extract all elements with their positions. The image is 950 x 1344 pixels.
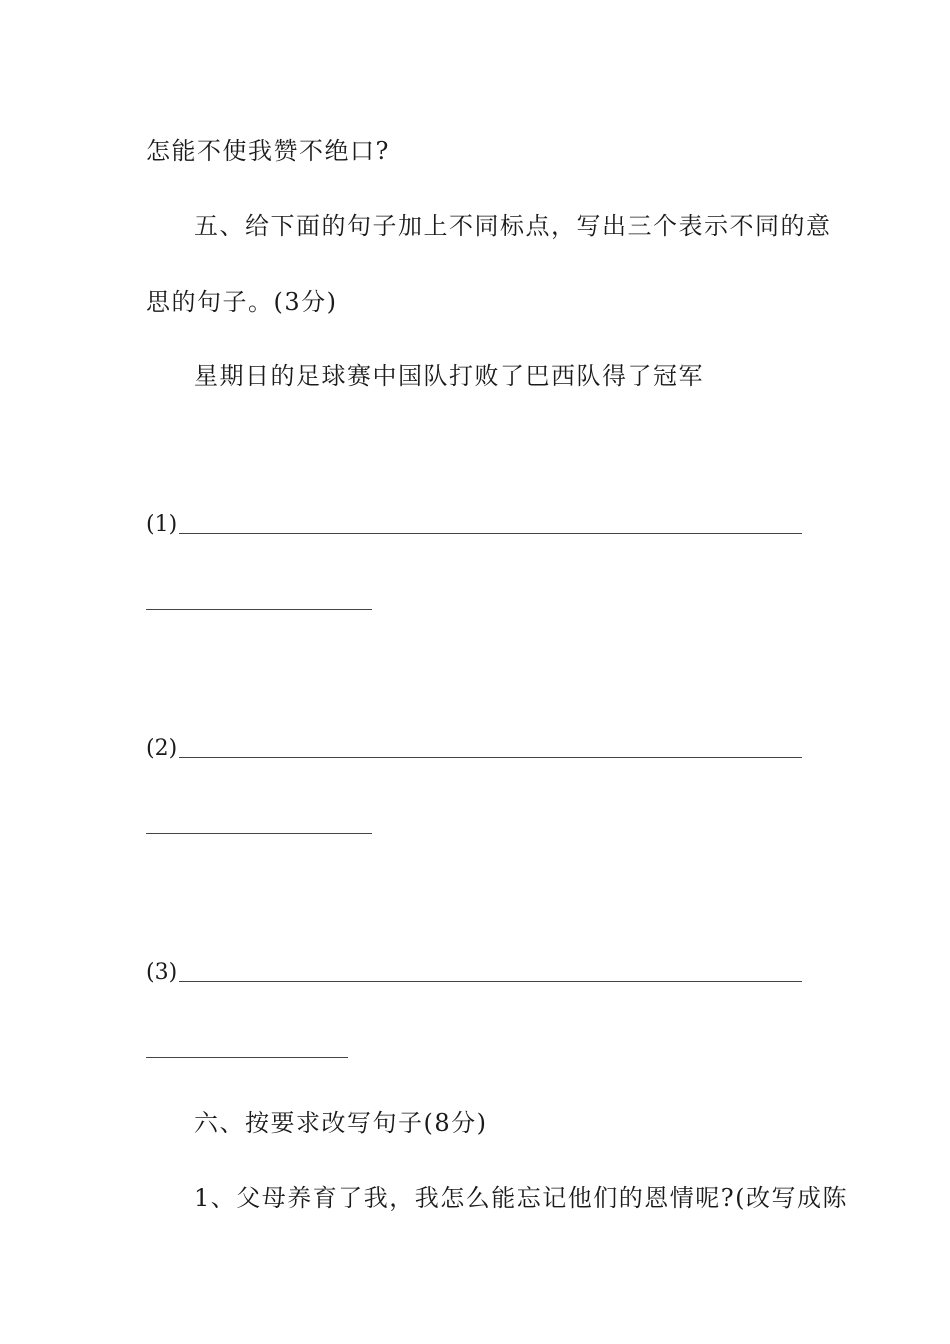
answer-blank[interactable] <box>179 981 802 982</box>
answer-line-2[interactable] <box>146 734 802 764</box>
answer-line-1[interactable] <box>146 510 802 540</box>
answer-blank-continuation[interactable] <box>146 833 372 834</box>
sample-sentence: 星期日的足球赛中国队打败了巴西队得了冠军 <box>194 362 704 390</box>
answer-line-3[interactable] <box>146 958 802 988</box>
answer-blank-continuation[interactable] <box>146 609 372 610</box>
answer-label: (2) <box>146 736 178 761</box>
question-6-heading: 六、按要求改写句子(8分) <box>194 1109 488 1137</box>
text-line: 思的句子。(3分) <box>146 288 338 316</box>
answer-blank[interactable] <box>179 757 802 758</box>
text-line: 怎能不使我赞不绝口? <box>146 137 390 165</box>
answer-label: (3) <box>146 960 178 985</box>
question-6-item-1: 1、父母养育了我，我怎么能忘记他们的恩情呢?(改写成陈 <box>194 1184 848 1212</box>
answer-blank-continuation[interactable] <box>146 1057 348 1058</box>
question-5-heading: 五、给下面的句子加上不同标点，写出三个表示不同的意 <box>194 212 832 240</box>
answer-blank[interactable] <box>179 533 802 534</box>
answer-label: (1) <box>146 512 178 537</box>
